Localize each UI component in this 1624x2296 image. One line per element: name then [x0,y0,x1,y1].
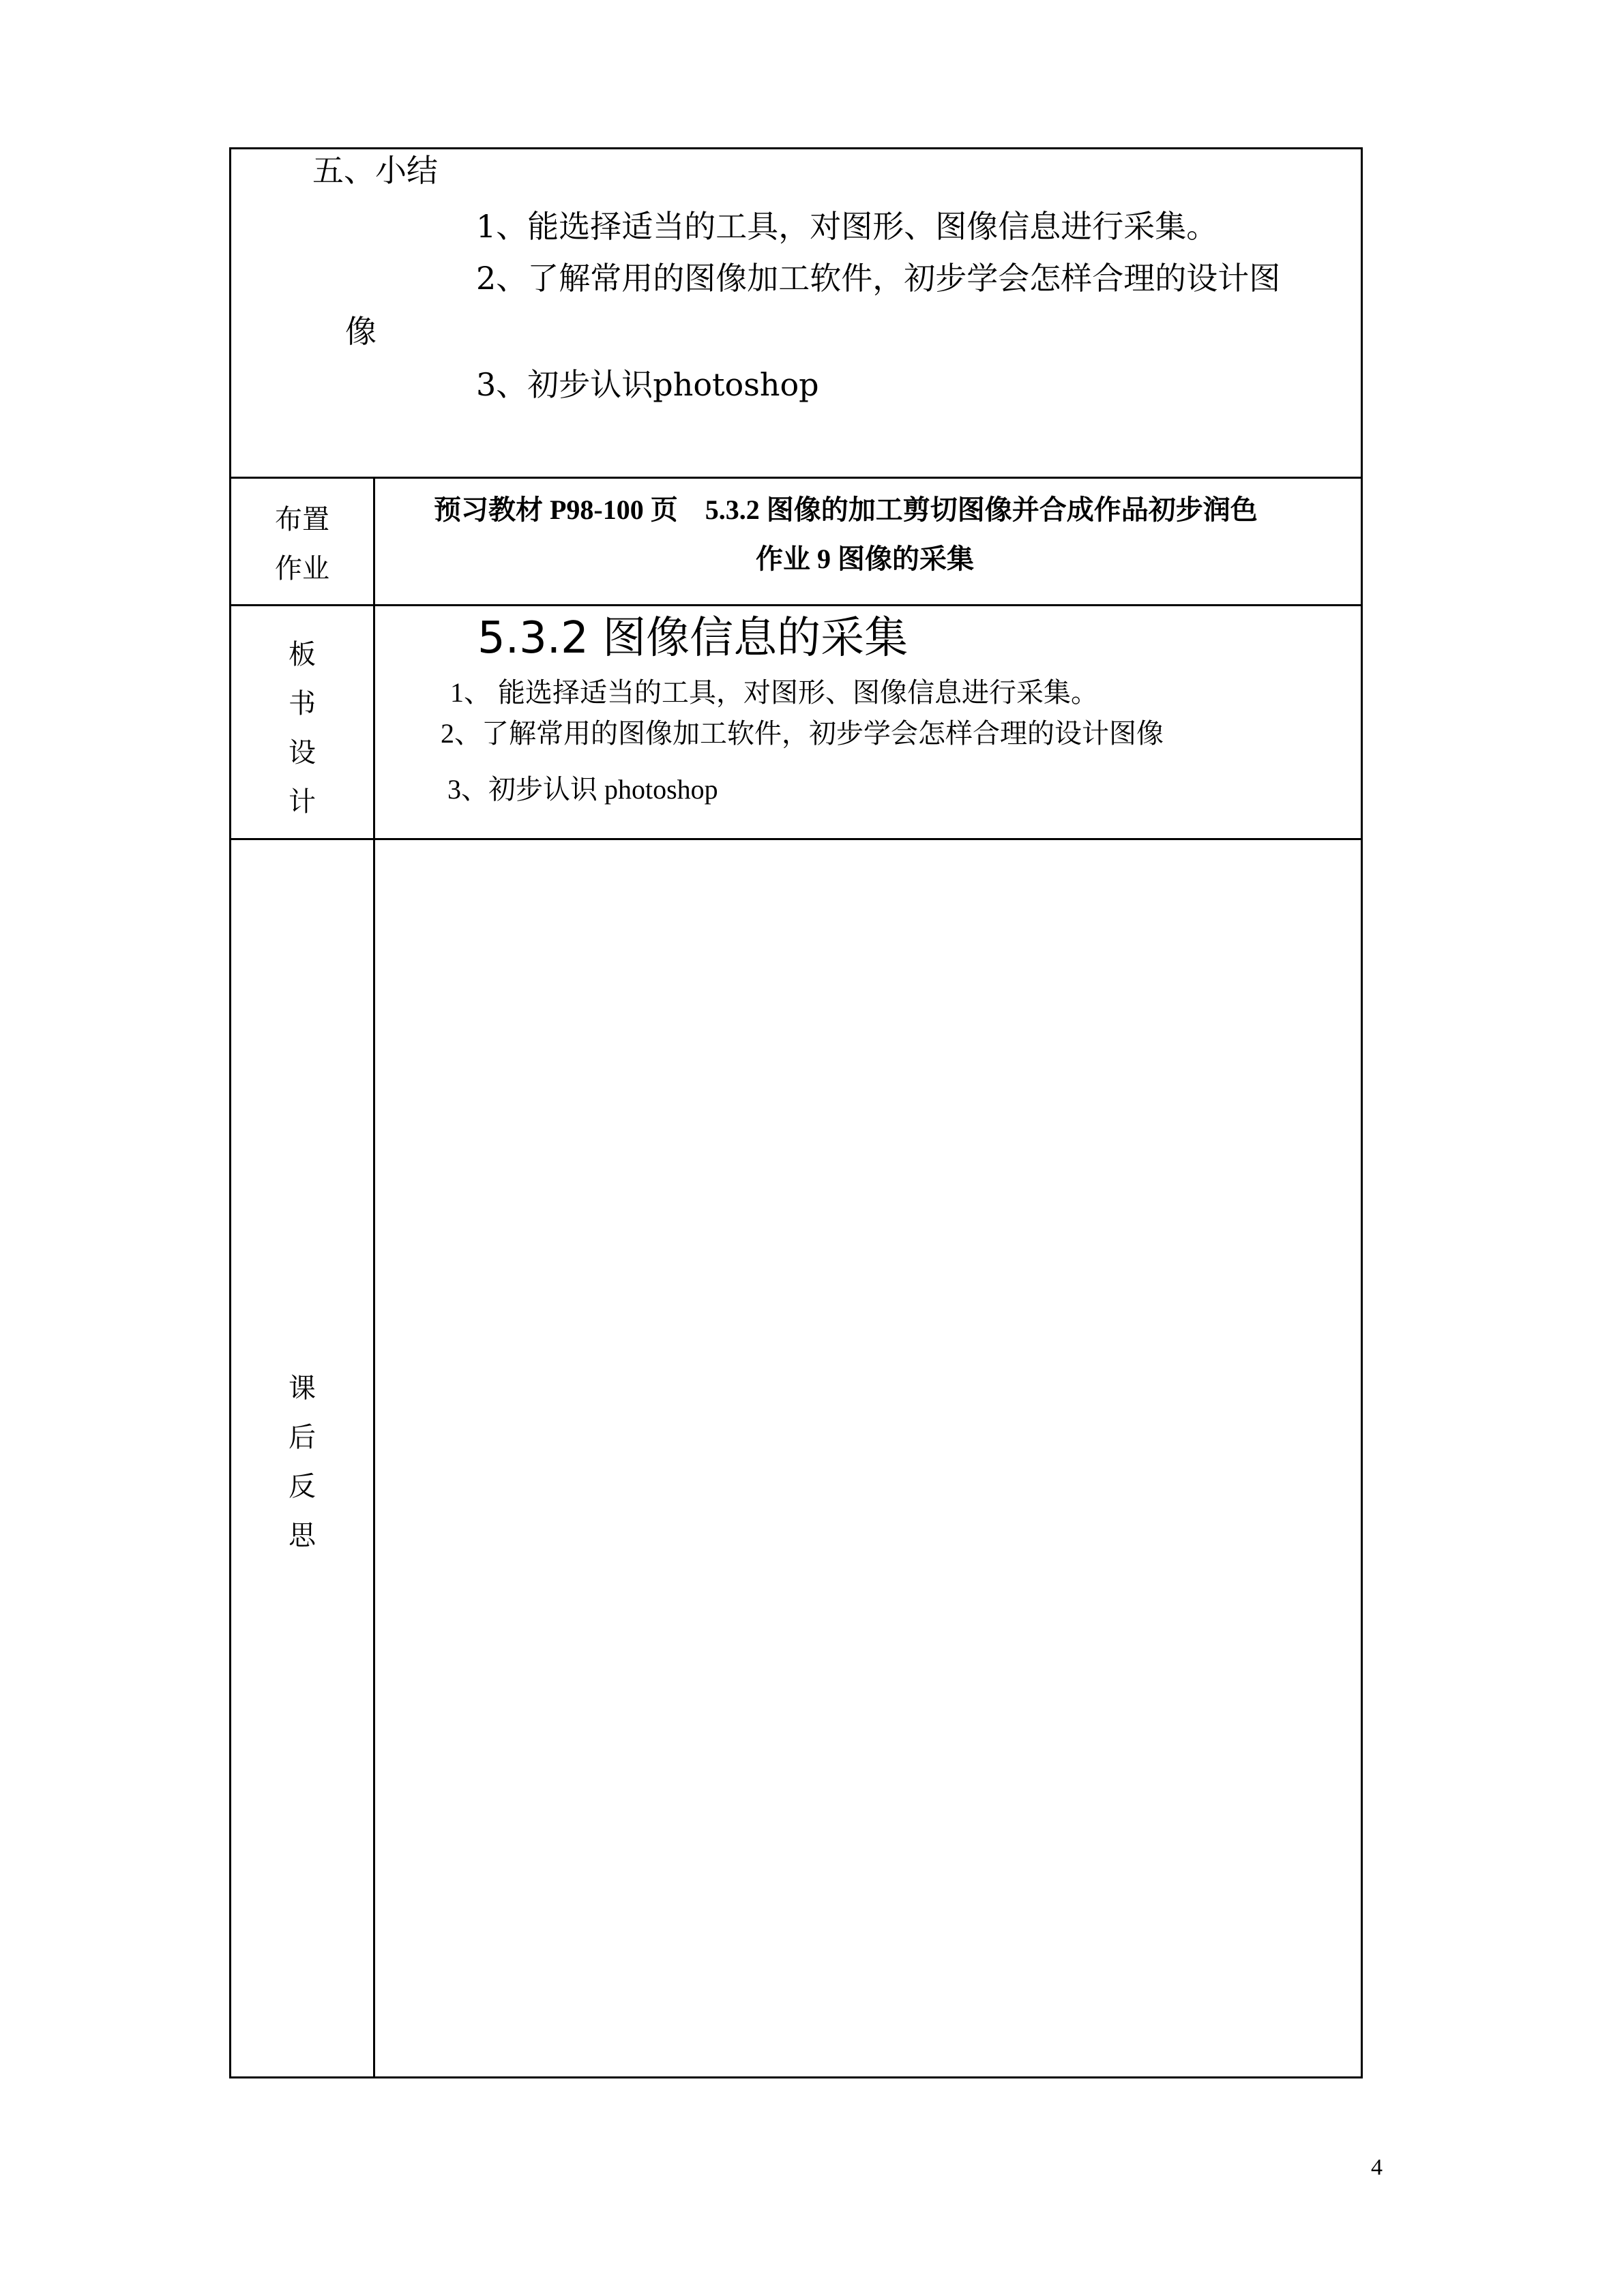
reflection-label-char: 课 [289,1373,316,1404]
reflection-content-area [377,841,1359,2074]
row-divider-summary [229,477,1363,479]
board-label-char: 书 [289,688,316,719]
summary-item-2-continuation: 像 [345,313,377,350]
reflection-label-char: 思 [289,1520,316,1551]
homework-label [231,495,374,593]
table-left-border [229,147,231,2078]
row-divider-board [229,838,1363,840]
board-label [231,630,374,826]
page-number: 4 [1371,2155,1383,2180]
table-top-border [229,147,1363,149]
homework-label-line: 作业 [275,553,329,584]
homework-line-1: 预习教材 P98-100 页 5.3.2 图像的加工剪切图像并合成作品初步润色 [434,494,1258,525]
board-label-char: 设 [289,737,316,769]
summary-item-1: 1、能选择适当的工具，对图形、图像信息进行采集。 [476,208,1218,245]
board-label-char: 计 [289,786,316,818]
summary-item-2: 2、了解常用的图像加工软件，初步学会怎样合理的设计图 [476,260,1281,297]
summary-heading: 五、小结 [312,152,438,189]
reflection-label [231,1364,374,1560]
homework-label-line: 布置 [275,504,329,535]
summary-item-3: 3、初步认识photoshop [476,366,819,403]
table-right-border [1361,147,1363,2078]
row-divider-homework [229,604,1363,606]
homework-line-2: 作业 9 图像的采集 [756,543,974,574]
board-label-char: 板 [289,639,316,670]
board-item-3: 3、初步认识 photoshop [447,774,718,805]
reflection-label-char: 后 [289,1422,316,1453]
board-title: 5.3.2 图像信息的采集 [477,613,909,664]
board-item-1: 1、 能选择适当的工具，对图形、图像信息进行采集。 [450,677,1098,708]
reflection-label-char: 反 [289,1471,316,1502]
board-item-2: 2、了解常用的图像加工软件，初步学会怎样合理的设计图像 [441,718,1164,749]
table-bottom-border [229,2076,1363,2078]
